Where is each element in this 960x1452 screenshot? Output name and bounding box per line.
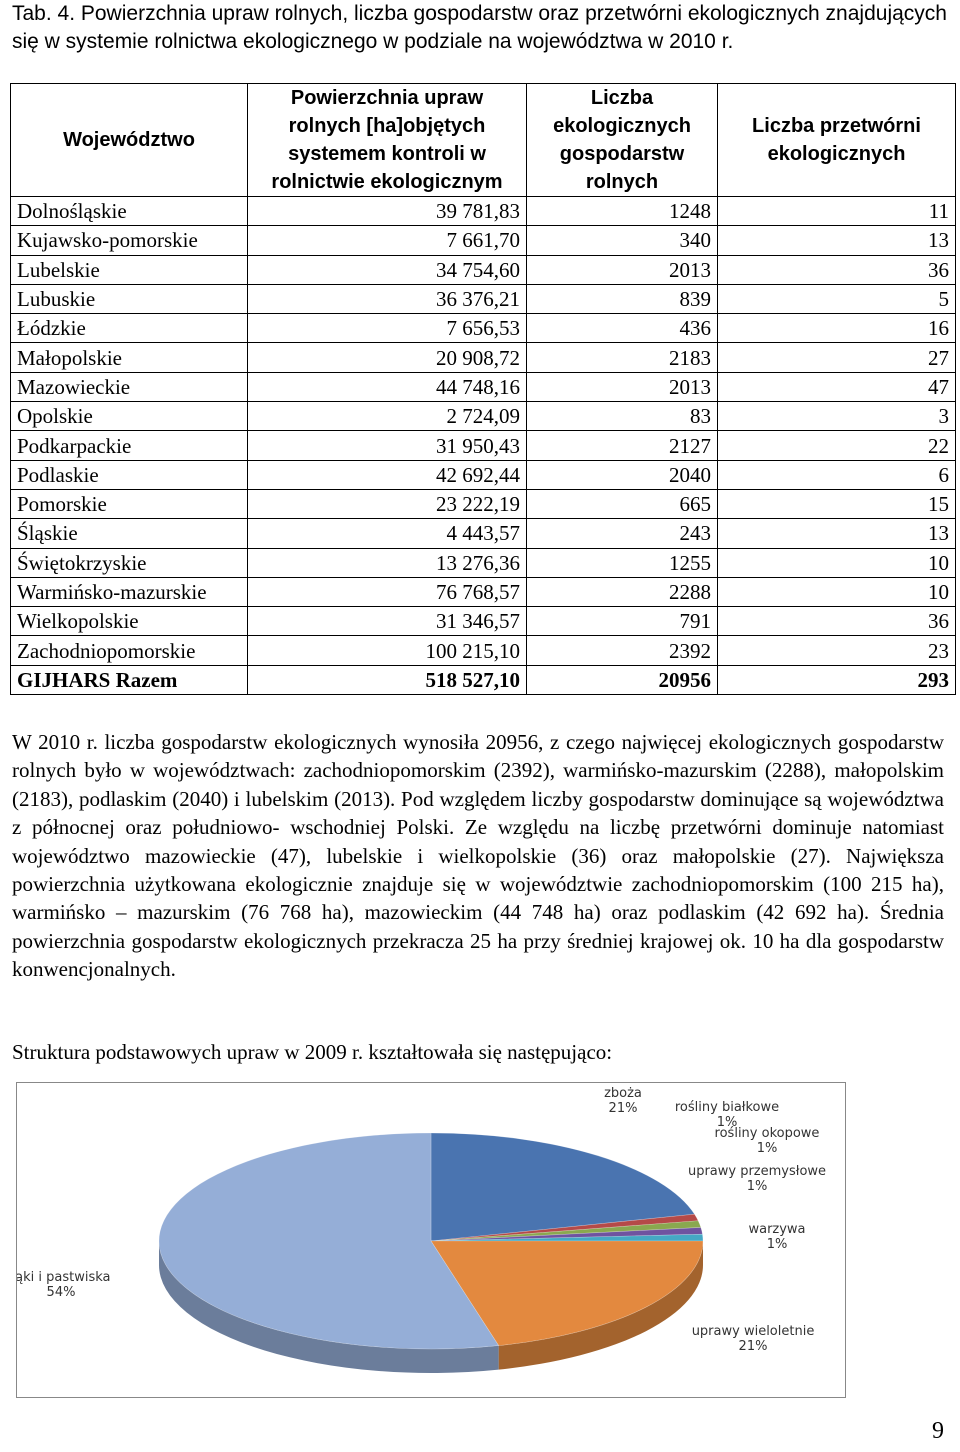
cell-region: Śląskie [11, 519, 248, 548]
cell-processors: 13 [718, 519, 956, 548]
cell-farms: 2288 [527, 577, 718, 606]
cell-farms: 436 [527, 314, 718, 343]
cell-area: 13 276,36 [248, 548, 527, 577]
data-table [10, 83, 956, 695]
cell-area: 7 656,53 [248, 314, 527, 343]
cell-processors: 10 [718, 548, 956, 577]
header-farms: Liczba ekologicznych gospodarstw rolnych [527, 84, 718, 197]
cell-area: 76 768,57 [248, 577, 527, 606]
cell-area: 4 443,57 [248, 519, 527, 548]
cell-processors: 6 [718, 460, 956, 489]
cell-area: 36 376,21 [248, 284, 527, 313]
table-caption: Tab. 4. Powierzchnia upraw rolnych, liczba gospodarstw oraz przetwórni ekologicznych znajdujących się w systemie rolnictwa ekologicznego w podziale na województwa w 2010 r. [12, 2, 947, 53]
cell-region: Opolskie [11, 402, 248, 431]
cell-farms: 2183 [527, 343, 718, 372]
cell-region: Łódzkie [11, 314, 248, 343]
cell-area: 42 692,44 [248, 460, 527, 489]
cell-processors: 16 [718, 314, 956, 343]
pie-label-category: zboża [604, 1086, 642, 1101]
table-row [11, 314, 956, 343]
cell-region: Świętokrzyskie [11, 548, 248, 577]
pie-chart-frame [16, 1082, 846, 1398]
table-row [11, 343, 956, 372]
cell-processors: 15 [718, 489, 956, 518]
chart-intro: Struktura podstawowych upraw w 2009 r. kształtowała się następująco: [12, 1040, 613, 1064]
cell-farms: 2127 [527, 431, 718, 460]
cell-region: Zachodniopomorskie [11, 636, 248, 665]
body-paragraph: W 2010 r. liczba gospodarstw ekologicznych wynosiła 20956, z czego najwięcej ekologicznych gospodarstw rolnych było w województwach: zachodniopomorskim (2392), warmińsko-mazurskim (2288), małopolskim (2183), podlaskim (2040) i lubelskim (2013). Pod względem liczby gospodarstw dominujące są województwa z północnej oraz południowo- wschodniej Polski. Ze względu na liczbę przetwórni dominuje natomiast województwo mazowieckie (47), lubelskie i wielkopolskie (36) oraz małopolskie (27). Największa powierzchnia użytkowana ekologicznie znajduje się w województwie zachodniopomorskim (100 215 ha), warmińsko – mazurskim (76 768 ha), mazowieckim (44 748 ha) oraz podlaskim (42 692 ha). Średnia powierzchnia gospodarstw ekologicznych przekracza 25 ha przy średniej krajowej ok. 10 ha dla gospodarstw konwencjonalnych. [12, 730, 944, 982]
pie-label-category: łąki i pastwiska [17, 1270, 111, 1285]
cell-region: Dolnośląskie [11, 197, 248, 226]
cell-region: Kujawsko-pomorskie [11, 226, 248, 255]
cell-processors: 10 [718, 577, 956, 606]
table-row [11, 548, 956, 577]
table-row [11, 636, 956, 665]
table-row [11, 577, 956, 606]
cell-region: Lubelskie [11, 255, 248, 284]
cell-farms: 1248 [527, 197, 718, 226]
table-row [11, 372, 956, 401]
cell-region: Mazowieckie [11, 372, 248, 401]
table-row [11, 519, 956, 548]
cell-processors: 27 [718, 343, 956, 372]
cell-region: GIJHARS Razem [11, 665, 248, 694]
cell-farms: 791 [527, 607, 718, 636]
table-total-row [11, 665, 956, 694]
table-row [11, 489, 956, 518]
cell-area: 7 661,70 [248, 226, 527, 255]
cell-farms: 839 [527, 284, 718, 313]
cell-processors: 11 [718, 197, 956, 226]
pie-label-2 [715, 1126, 820, 1156]
table-row [11, 197, 956, 226]
cell-farms: 2013 [527, 255, 718, 284]
cell-region: Podkarpackie [11, 431, 248, 460]
table-row [11, 460, 956, 489]
cell-area: 31 950,43 [248, 431, 527, 460]
table-row [11, 284, 956, 313]
pie-label-5 [692, 1324, 815, 1354]
cell-processors: 3 [718, 402, 956, 431]
cell-farms: 340 [527, 226, 718, 255]
pie-label-value: 1% [746, 1179, 768, 1194]
pie-label-value: 1% [766, 1237, 788, 1252]
header-processors: Liczba przetwórni ekologicznych [718, 84, 956, 197]
cell-farms: 2013 [527, 372, 718, 401]
pie-label-value: 1% [756, 1141, 778, 1156]
cell-region: Wielkopolskie [11, 607, 248, 636]
table-row [11, 402, 956, 431]
pie-chart [17, 1083, 845, 1397]
cell-region: Pomorskie [11, 489, 248, 518]
page-number: 9 [932, 1418, 944, 1444]
pie-label-3 [688, 1164, 826, 1194]
cell-area: 2 724,09 [248, 402, 527, 431]
cell-processors: 23 [718, 636, 956, 665]
cell-farms: 243 [527, 519, 718, 548]
cell-region: Podlaskie [11, 460, 248, 489]
table-row [11, 431, 956, 460]
pie-label-value: 21% [738, 1339, 768, 1354]
cell-region: Warmińsko-mazurskie [11, 577, 248, 606]
header-region: Województwo [11, 84, 248, 197]
pie-label-4 [748, 1222, 805, 1252]
cell-farms: 2040 [527, 460, 718, 489]
table-row [11, 607, 956, 636]
cell-region: Małopolskie [11, 343, 248, 372]
cell-processors: 22 [718, 431, 956, 460]
cell-area: 100 215,10 [248, 636, 527, 665]
table-row [11, 226, 956, 255]
table-body [11, 197, 956, 695]
cell-area: 23 222,19 [248, 489, 527, 518]
cell-processors: 47 [718, 372, 956, 401]
cell-processors: 36 [718, 607, 956, 636]
pie-label-category: uprawy wieloletnie [691, 1324, 815, 1339]
pie-label-value: 1% [716, 1115, 738, 1130]
cell-area: 20 908,72 [248, 343, 527, 372]
cell-farms: 2392 [527, 636, 718, 665]
pie-label-category: uprawy przemysłowe [687, 1164, 827, 1179]
cell-area: 39 781,83 [248, 197, 527, 226]
cell-farms: 1255 [527, 548, 718, 577]
pie-label-category: warzywa [748, 1222, 806, 1237]
pie-label-0 [604, 1086, 642, 1116]
pie-label-value: 21% [608, 1101, 638, 1116]
cell-farms: 20956 [527, 665, 718, 694]
cell-farms: 83 [527, 402, 718, 431]
cell-area: 518 527,10 [248, 665, 527, 694]
cell-region: Lubuskie [11, 284, 248, 313]
cell-processors: 13 [718, 226, 956, 255]
cell-area: 31 346,57 [248, 607, 527, 636]
table-row [11, 255, 956, 284]
cell-processors: 5 [718, 284, 956, 313]
pie-label-category: rośliny białkowe [674, 1100, 780, 1115]
cell-area: 34 754,60 [248, 255, 527, 284]
table-header-row [11, 84, 956, 197]
pie-label-category: rośliny okopowe [714, 1126, 820, 1141]
cell-area: 44 748,16 [248, 372, 527, 401]
pie-label-6 [17, 1270, 111, 1300]
pie-label-value: 54% [46, 1285, 76, 1300]
cell-processors: 293 [718, 665, 956, 694]
header-area: Powierzchnia upraw rolnych [ha]objętych systemem kontroli w rolnictwie ekologicznym [248, 84, 527, 197]
cell-farms: 665 [527, 489, 718, 518]
cell-processors: 36 [718, 255, 956, 284]
